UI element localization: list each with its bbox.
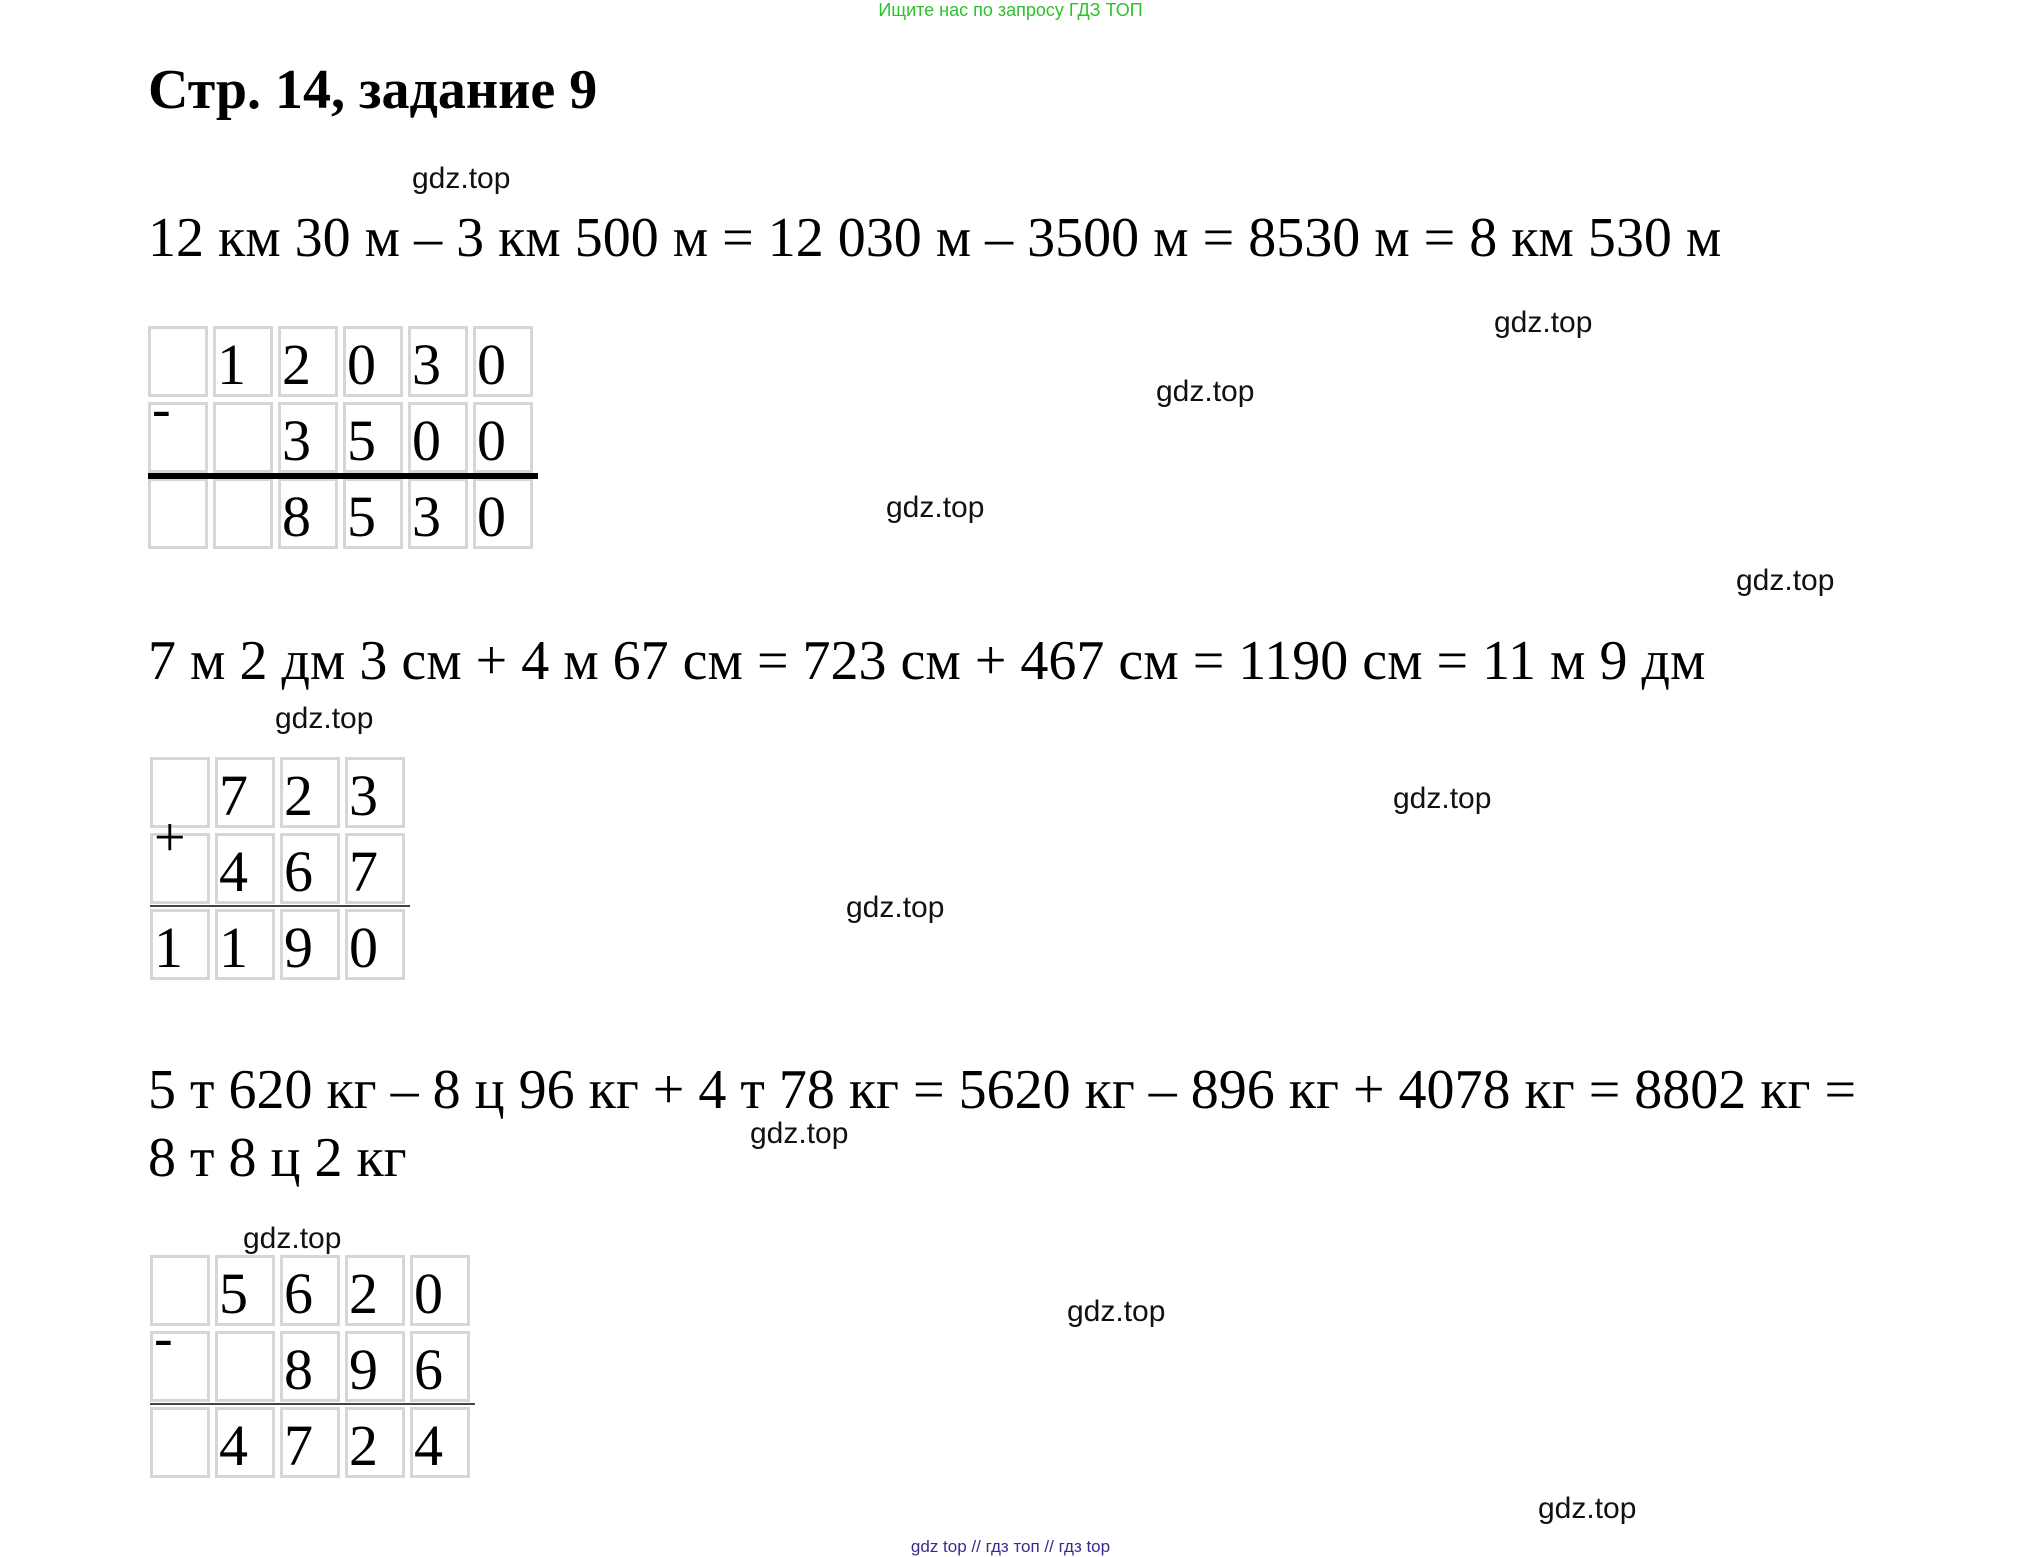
watermark: gdz.top	[886, 491, 985, 524]
calc2-cell: 3	[345, 757, 405, 828]
equation-2: 7 м 2 дм 3 см + 4 м 67 см = 723 см + 467 см = 1190 см = 11 м 9 дм	[148, 630, 1706, 692]
calc1-cell	[213, 478, 273, 549]
calc3-cell: 4	[215, 1407, 275, 1478]
calc2-cell: 4	[215, 833, 275, 904]
calc3-cell: 9	[345, 1331, 405, 1402]
minus-sign: -	[154, 1307, 173, 1369]
calc1-cell: 0	[473, 326, 533, 397]
footer: gdz top // гдз топ // гдз top	[910, 1537, 1111, 1556]
calc1-cell	[213, 402, 273, 473]
watermark: gdz.top	[1736, 564, 1835, 597]
watermark: gdz.top	[750, 1117, 849, 1150]
calc3-cell: 2	[345, 1255, 405, 1326]
calc3-cell	[150, 1407, 210, 1478]
calc2-cell: 2	[280, 757, 340, 828]
calc1-cell: 1	[213, 326, 273, 397]
result-line	[150, 1403, 475, 1405]
calc1-cell: 0	[343, 326, 403, 397]
calc3-cell: 5	[215, 1255, 275, 1326]
top-banner: Ищите нас по запросу ГДЗ ТОП	[878, 0, 1143, 20]
calc1-cell: 0	[408, 402, 468, 473]
calc2-cell: 1	[150, 909, 210, 980]
watermark: gdz.top	[846, 891, 945, 924]
calc3-cell: 4	[410, 1407, 470, 1478]
plus-sign: +	[154, 807, 186, 869]
calc3-cell: 8	[280, 1331, 340, 1402]
watermark: gdz.top	[1538, 1492, 1637, 1525]
calc3-cell: 0	[410, 1255, 470, 1326]
calc1-cell: 0	[473, 402, 533, 473]
calc3-cell: 7	[280, 1407, 340, 1478]
equation-3-line-1: 5 т 620 кг – 8 ц 96 кг + 4 т 78 кг = 5620 кг – 896 кг + 4078 кг = 8802 кг =	[148, 1059, 1857, 1121]
watermark: gdz.top	[1494, 306, 1593, 339]
watermark: gdz.top	[1393, 782, 1492, 815]
page-title: Стр. 14, задание 9	[148, 59, 598, 121]
calc2-cell: 6	[280, 833, 340, 904]
minus-sign: -	[152, 378, 171, 440]
calc1-cell: 2	[278, 326, 338, 397]
calc3-cell: 2	[345, 1407, 405, 1478]
result-line	[148, 473, 538, 479]
result-line	[150, 905, 410, 907]
calc3-cell: 6	[280, 1255, 340, 1326]
calc2-cell: 1	[215, 909, 275, 980]
equation-1: 12 км 30 м – 3 км 500 м = 12 030 м – 3500 м = 8530 м = 8 км 530 м	[148, 207, 1722, 269]
calc3-cell: 6	[410, 1331, 470, 1402]
watermark: gdz.top	[275, 702, 374, 735]
calc1-cell: 5	[343, 478, 403, 549]
calc1-cell: 0	[473, 478, 533, 549]
calc2-cell: 9	[280, 909, 340, 980]
calc2-cell: 7	[215, 757, 275, 828]
watermark: gdz.top	[1067, 1295, 1166, 1328]
calc3-cell	[215, 1331, 275, 1402]
watermark: gdz.top	[412, 162, 511, 195]
calc1-cell	[148, 478, 208, 549]
calc1-cell: 3	[278, 402, 338, 473]
watermark: gdz.top	[243, 1222, 342, 1255]
calc1-cell: 3	[408, 326, 468, 397]
calc2-cell: 0	[345, 909, 405, 980]
calc2-cell: 7	[345, 833, 405, 904]
calc1-cell: 5	[343, 402, 403, 473]
calc1-cell: 3	[408, 478, 468, 549]
equation-3-line-2: 8 т 8 ц 2 кг	[148, 1127, 407, 1189]
calc1-cell: 8	[278, 478, 338, 549]
watermark: gdz.top	[1156, 375, 1255, 408]
